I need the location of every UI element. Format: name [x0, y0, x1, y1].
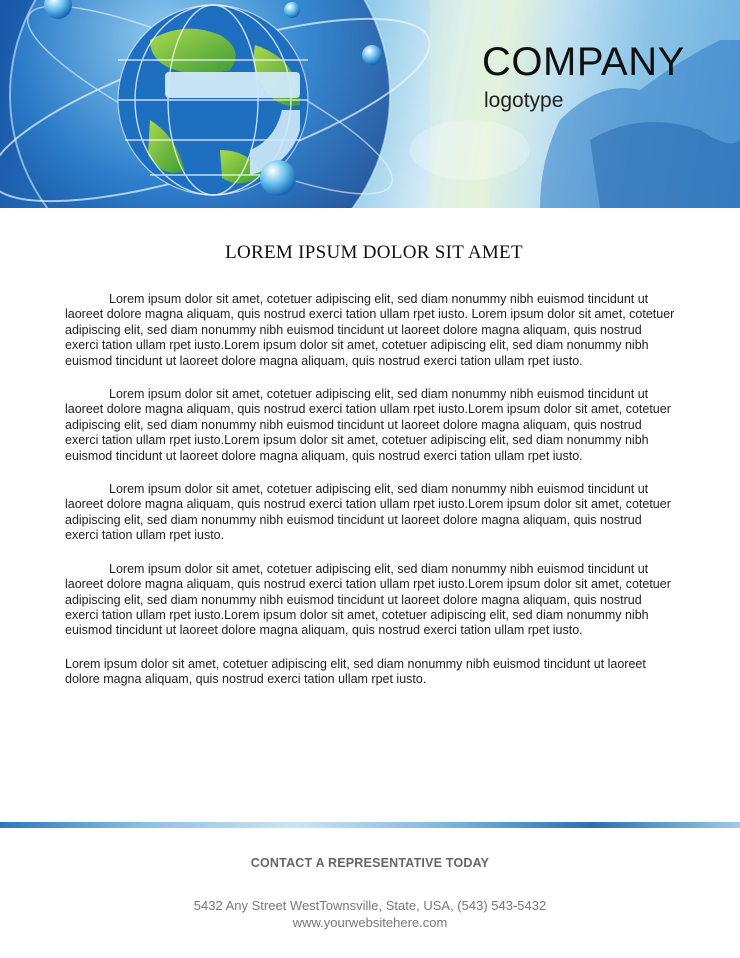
paragraph: Lorem ipsum dolor sit amet, cotetuer adipiscing elit, sed diam nonummy nibh euismod tincidunt ut laoreet dolore magna aliquam, quis nostrud exerci tation ullam rpet iusto.Lorem ipsum dolor sit amet, cotetuer adipiscing elit, sed diam nonummy nibh euismod tincidunt ut laoreet dolore magna aliquam, quis nostrud exerci tation ullam rpet iusto.Lorem ipsum dolor sit amet, cotetuer adipiscing elit, sed diam nonummy nibh euismod tincidunt ut laoreet dolore magna aliquam, quis nostrud exerci tation ullam rpet iusto.	[65, 561, 671, 638]
header-banner	[0, 0, 740, 208]
paragraph: Lorem ipsum dolor sit amet, cotetuer adipiscing elit, sed diam nonummy nibh euismod tincidunt ut laoreet dolore magna aliquam, quis nostrud exerci tation ullam rpet iusto.	[65, 656, 646, 687]
document-body	[65, 292, 677, 706]
footer-address: 5432 Any Street WestTownsville, State, USA, (543) 543-5432	[193, 898, 547, 913]
paragraph: Lorem ipsum dolor sit amet, cotetuer adipiscing elit, sed diam nonummy nibh euismod tincidunt ut laoreet dolore magna aliquam, quis nostrud exerci tation ullam rpet iusto.Lorem ipsum dolor sit amet, cotetuer adipiscing elit, sed diam nonummy nibh euismod tincidunt ut laoreet dolore magna aliquam, quis nostrud exerci tation ullam rpet iusto.	[65, 482, 671, 543]
footer-divider-strip	[0, 822, 740, 828]
footer-website[interactable]: www.yourwebsitehere.com	[292, 915, 448, 930]
globe-e-illustration	[0, 0, 740, 208]
document-title: LOREM IPSUM DOLOR SIT AMET	[225, 242, 523, 263]
company-name: COMPANY	[482, 40, 685, 84]
paragraph: Lorem ipsum dolor sit amet, cotetuer adipiscing elit, sed diam nonummy nibh euismod tincidunt ut laoreet dolore magna aliquam, quis nostrud exerci tation ullam rpet iusto.Lorem ipsum dolor sit amet, cotetuer adipiscing elit, sed diam nonummy nibh euismod tincidunt ut laoreet dolore magna aliquam, quis nostrud exerci tation ullam rpet iusto.Lorem ipsum dolor sit amet, cotetuer adipiscing elit, sed diam nonummy nibh euismod tincidunt ut laoreet dolore magna aliquam, quis nostrud exerci tation ullam rpet iusto.	[65, 387, 671, 463]
paragraph: Lorem ipsum dolor sit amet, cotetuer adipiscing elit, sed diam nonummy nibh euismod tincidunt ut laoreet dolore magna aliquam, quis nostrud exerci tation ullam rpet iusto. Lorem ipsum dolor sit amet, cotetuer adipiscing elit, sed diam nonummy nibh euismod tincidunt ut laoreet dolore magna aliquam, quis nostrud exerci tation ullam rpet iusto.Lorem ipsum dolor sit amet, cotetuer adipiscing elit, sed diam nonummy nibh euismod tincidunt ut laoreet dolore magna aliquam, quis nostrud exerci tation ullam rpet iusto.	[65, 292, 675, 368]
contact-heading: CONTACT A REPRESENTATIVE TODAY	[250, 856, 490, 870]
company-logotype: logotype	[484, 89, 564, 112]
